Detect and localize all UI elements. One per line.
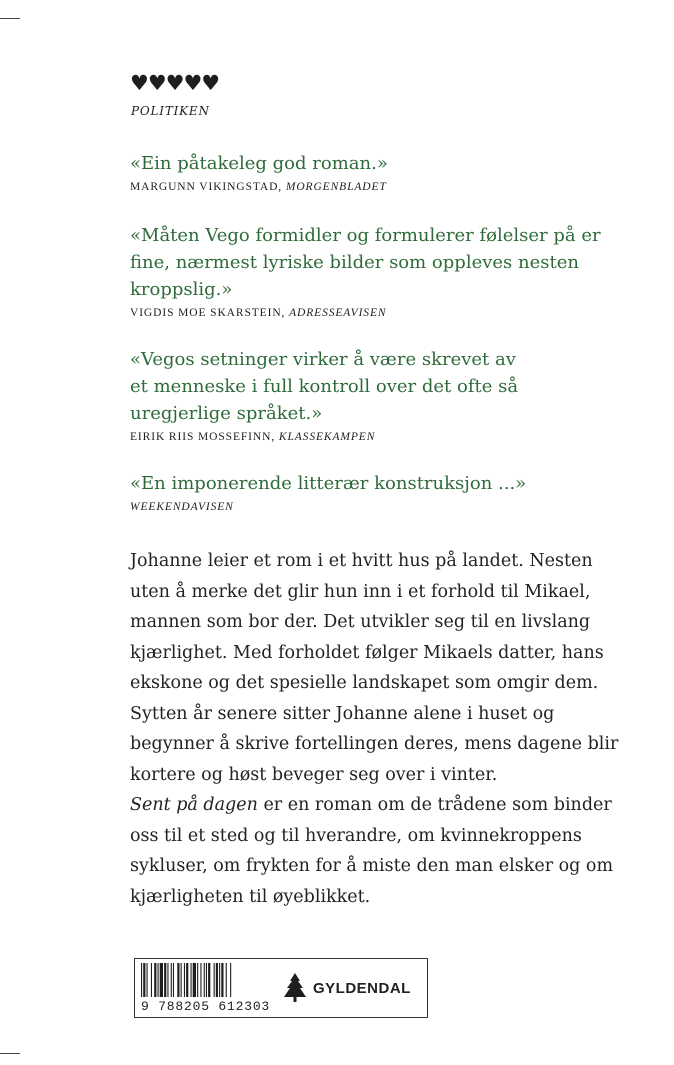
barcode-bar [186, 963, 188, 997]
book-title: Sent på dagen [130, 795, 258, 815]
barcode [139, 963, 269, 997]
barcode-bar [158, 963, 159, 997]
quote-publication: ADRESSEAVISEN [289, 307, 387, 319]
quote-publication: MORGENBLADET [285, 181, 387, 193]
isbn-number: 9 788205 612303 [141, 999, 271, 1014]
body-line: er en roman om de trådene som binder [257, 795, 612, 815]
quote-line: fine, nærmest lyriske bilder som oppleves nesten [130, 252, 579, 273]
barcode-bar [214, 963, 215, 997]
body-line: uten å merke det glir hun inn i et forhold til Mikael, [130, 581, 591, 602]
barcode-bar [184, 963, 185, 997]
barcode-bar [208, 963, 210, 997]
barcode-bar [154, 963, 156, 997]
quote-text [130, 222, 660, 303]
quote-source [130, 305, 660, 321]
barcode-bar [147, 963, 148, 997]
publisher-name: GYLDENDAL [313, 980, 411, 997]
barcode-bar [230, 963, 231, 997]
barcode-bar [141, 963, 142, 997]
quote-line: «Måten Vego formidler og formulerer følelser på er [130, 225, 601, 246]
barcode-bar [221, 963, 223, 997]
review-quote-1 [130, 150, 660, 195]
body-line: kortere og høst beveger seg over i vinter. [130, 764, 498, 785]
crop-mark-top [0, 18, 20, 19]
body-line: oss til et sted og til hverandre, om kvinnekroppens [130, 825, 582, 846]
quote-line: et menneske i full kontroll over det ofte så [130, 376, 519, 397]
body-line: begynner å skrive fortellingen deres, mens dagene blir [130, 734, 619, 754]
quote-publication: KLASSEKAMPEN [278, 431, 376, 443]
barcode-bar [181, 963, 182, 997]
description-paragraph-2 [130, 790, 670, 912]
barcode-bar [200, 963, 201, 997]
barcode-bar [193, 963, 196, 997]
barcode-bar [206, 963, 207, 997]
barcode-bar [226, 963, 227, 997]
quote-source [130, 499, 660, 515]
barcode-bar [177, 963, 179, 997]
barcode-bar [167, 963, 168, 997]
barcode-box [134, 958, 428, 1018]
body-line: sykluser, om frykten for å miste den man elsker og om [130, 856, 614, 876]
quote-line: «Vegos setninger virker å være skrevet av [130, 349, 516, 370]
quote-line: kroppslig.» [130, 279, 233, 300]
barcode-bar [204, 963, 205, 997]
rating-hearts: ♥♥♥♥♥ [130, 71, 220, 95]
quote-text [130, 346, 660, 427]
tree-icon [283, 972, 307, 1004]
quote-source [130, 429, 660, 445]
review-quote-3 [130, 346, 660, 445]
quote-line: uregjerlige språket.» [130, 403, 323, 424]
quote-author: MARGUNN VIKINGSTAD, [130, 181, 283, 193]
barcode-bar [160, 963, 163, 997]
body-line: Sytten år senere sitter Johanne alene i huset og [130, 703, 555, 724]
barcode-bar [216, 963, 218, 997]
barcode-bar [171, 963, 172, 997]
description-paragraph-1 [130, 546, 670, 790]
barcode-bar [197, 963, 198, 997]
quote-text: «En imponerende litterær konstruksjon ...» [130, 473, 527, 494]
barcode-bar [143, 963, 145, 997]
crop-mark-bottom [0, 1053, 20, 1054]
body-line: Johanne leier et rom i et hvitt hus på landet. Nesten [130, 551, 593, 571]
quote-text: «Ein påtakeleg god roman.» [130, 153, 388, 174]
rating-source: POLITIKEN [131, 104, 210, 118]
quote-publication: WEEKENDAVISEN [130, 501, 234, 513]
barcode-bar [173, 963, 174, 997]
body-line: kjærlighet. Med forholdet følger Mikaels datter, hans [130, 642, 604, 663]
quote-source [130, 179, 660, 195]
barcode-bar [191, 963, 192, 997]
barcode-bar [219, 963, 220, 997]
barcode-bar [151, 963, 152, 997]
body-line: ekskone og det spesielle landskapet som omgir dem. [130, 673, 599, 693]
quote-author: EIRIK RIIS MOSSEFINN, [130, 431, 276, 443]
review-quote-2 [130, 222, 660, 321]
body-line: kjærligheten til øyeblikket. [130, 886, 371, 907]
review-quote-4 [130, 470, 660, 515]
barcode-bar [164, 963, 166, 997]
quote-author: VIGDIS MOE SKARSTEIN, [130, 307, 286, 319]
body-line: mannen som bor der. Det utvikler seg til en livslang [130, 612, 591, 632]
